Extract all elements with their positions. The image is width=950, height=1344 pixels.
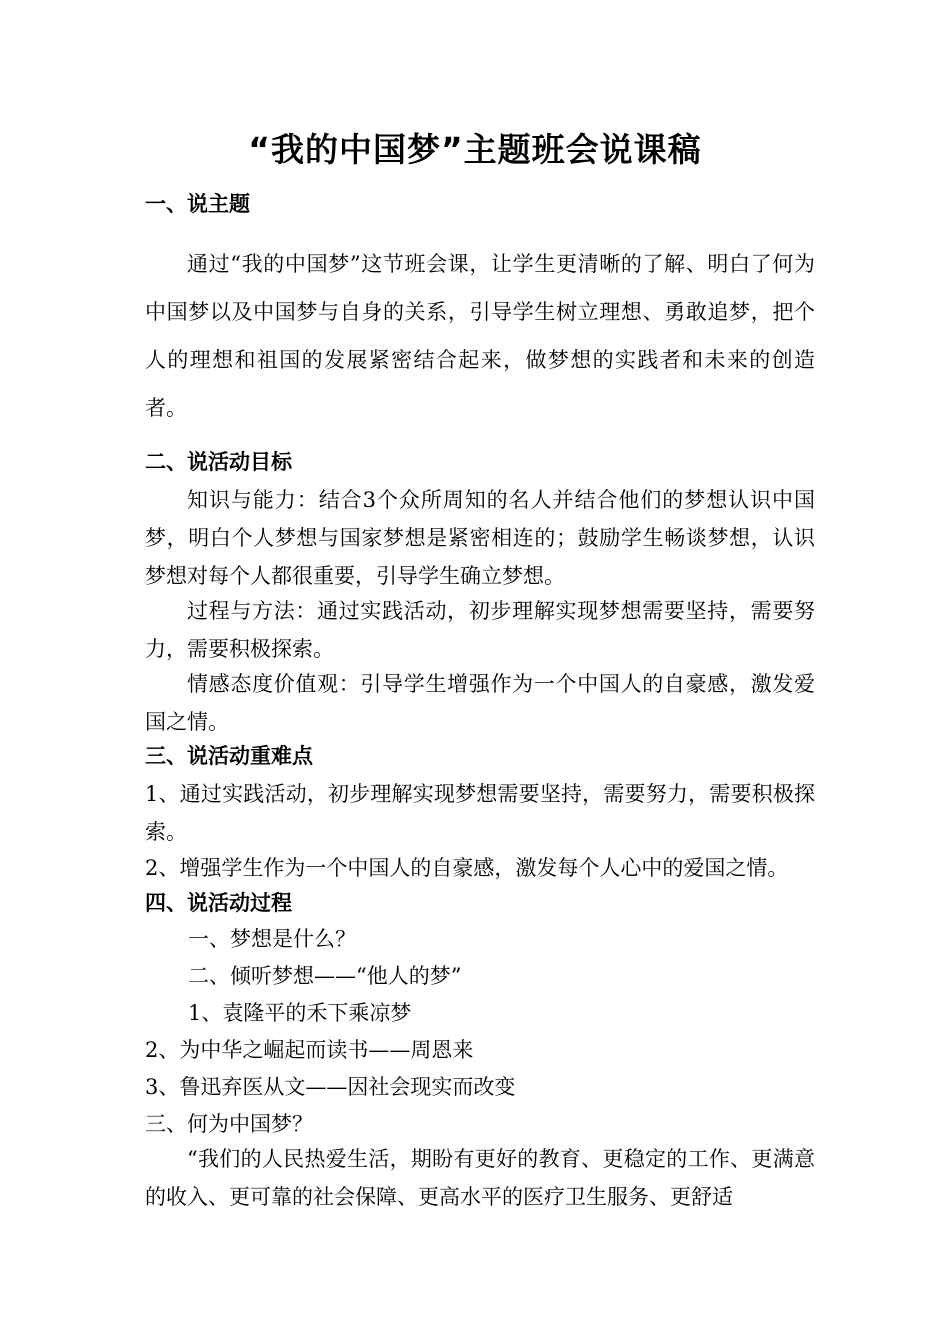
key-point-2: 2、增强学生作为一个中国人的自豪感，激发每个人心中的爱国之情。 (145, 856, 789, 880)
process-item-dream-what: 一、梦想是什么？ (188, 927, 356, 951)
section-heading-process: 四、说活动过程 (145, 891, 292, 915)
process-item-china-dream: 三、何为中国梦？ (145, 1112, 313, 1136)
process-item-lu: 3、鲁迅弃医从文——因社会现实而改变 (145, 1075, 516, 1099)
section-heading-goals: 二、说活动目标 (145, 450, 292, 474)
goal-knowledge-paragraph: 知识与能力：结合3个众所周知的名人并结合他们的梦想认识中国梦，明白个人梦想与国家梦想是紧密相连的；鼓励学生畅谈梦想，认识梦想对每个人都很重要，引导学生确立梦想。 (145, 488, 815, 588)
document-title: “我的中国梦”主题班会说课稿 (248, 130, 702, 169)
goal-process-paragraph: 过程与方法：通过实践活动，初步理解实现梦想需要坚持，需要努力，需要积极探索。 (145, 599, 815, 661)
process-item-yuan: 1、袁隆平的禾下乘凉梦 (188, 1001, 412, 1025)
theme-paragraph: 通过“我的中国梦”这节班会课，让学生更清晰的了解、明白了何为中国梦以及中国梦与自身的关系，引导学生树立理想、勇敢追梦，把个人的理想和祖国的发展紧密结合起来，做梦想的实践者和未来的创造者。 (145, 252, 815, 420)
china-dream-quote: “我们的人民热爱生活，期盼有更好的教育、更稳定的工作、更满意的收入、更可靠的社会保障、更高水平的医疗卫生服务、更舒适 (145, 1147, 815, 1209)
process-item-zhou: 2、为中华之崛起而读书——周恩来 (145, 1038, 474, 1062)
process-item-listen: 二、倾听梦想——“他人的梦” (188, 964, 462, 988)
key-point-1: 1、通过实践活动，初步理解实现梦想需要坚持，需要努力，需要积极探索。 (145, 782, 815, 844)
section-heading-theme: 一、说主题 (145, 192, 250, 216)
goal-emotion-paragraph: 情感态度价值观：引导学生增强作为一个中国人的自豪感，激发爱国之情。 (145, 672, 815, 734)
section-heading-key-points: 三、说活动重难点 (145, 744, 313, 768)
